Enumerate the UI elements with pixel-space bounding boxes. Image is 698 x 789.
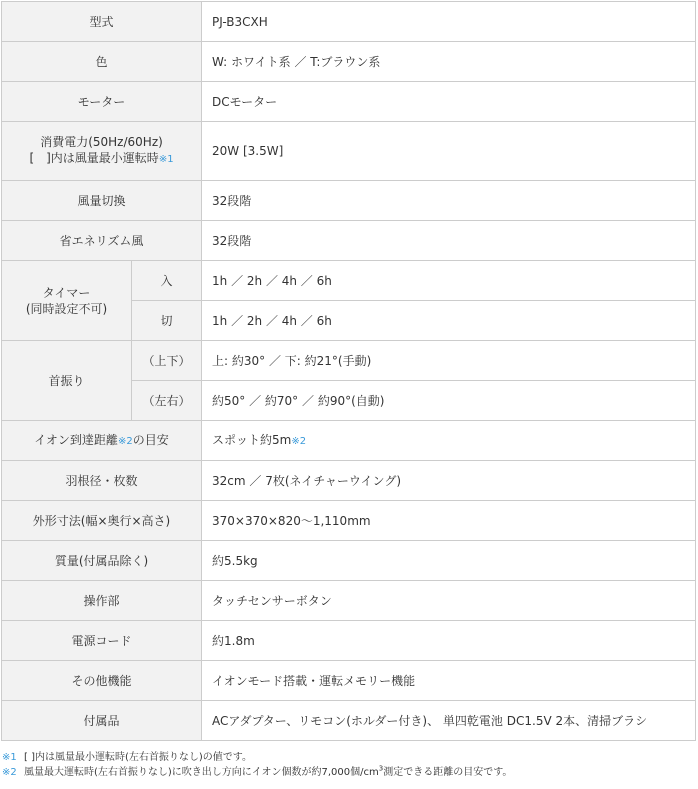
spec-sublabel-timer-on: 入 (132, 261, 202, 301)
timer-label-line2: (同時設定不可) (25, 301, 108, 316)
spec-value-power: 20W [3.5W] (202, 122, 696, 181)
spec-label-ion (2, 421, 202, 461)
spec-row-dimensions (2, 501, 696, 541)
spec-label-color: 色 (2, 42, 202, 82)
spec-label-blade: 羽根径・枚数 (2, 461, 202, 501)
spec-row-eco (2, 221, 696, 261)
spec-label-power (2, 122, 202, 181)
spec-row-airflow (2, 181, 696, 221)
spec-row-color (2, 42, 696, 82)
ion-value-text: スポット約5m (212, 432, 292, 447)
footnotes (2, 750, 696, 780)
spec-label-accessories: 付属品 (2, 701, 202, 741)
spec-label-timer (2, 261, 132, 341)
spec-label-weight: 質量(付属品除く) (2, 541, 202, 581)
spec-value-dimensions: 370×370×820～1,110mm (202, 501, 696, 541)
spec-row-motor (2, 82, 696, 122)
spec-value-weight: 約5.5kg (202, 541, 696, 581)
spec-sublabel-swing-lr: （左右） (132, 381, 202, 421)
power-footnote-ref: ※1 (158, 154, 174, 165)
spec-value-timer-on: 1h ／ 2h ／ 4h ／ 6h (202, 261, 696, 301)
footnote-1-mark: ※1 (2, 752, 17, 763)
spec-value-model: PJ-B3CXH (202, 2, 696, 42)
spec-value-cord: 約1.8m (202, 621, 696, 661)
power-label-line1: 消費電力(50Hz/60Hz) (40, 135, 163, 149)
spec-sublabel-timer-off: 切 (132, 301, 202, 341)
footnote-1-text: [ ]内は風量最小運転時(左右首振りなし)の値です。 (24, 752, 252, 763)
spec-value-color: W: ホワイト系 ／ T:ブラウン系 (202, 42, 696, 82)
spec-row-model (2, 2, 696, 42)
footnote-1 (2, 750, 696, 765)
spec-row-cord (2, 621, 696, 661)
spec-value-swing-lr: 約50° ／ 約70° ／ 約90°(自動) (202, 381, 696, 421)
spec-value-timer-off: 1h ／ 2h ／ 4h ／ 6h (202, 301, 696, 341)
spec-value-motor: DCモーター (202, 82, 696, 122)
spec-label-dimensions: 外形寸法(幅×奥行×高さ) (2, 501, 202, 541)
spec-value-accessories: ACアダプター、リモコン(ホルダー付き)、 単四乾電池 DC1.5V 2本、清掃ブラシ (202, 701, 696, 741)
spec-label-motor: モーター (2, 82, 202, 122)
spec-row-timer-on (2, 261, 696, 301)
spec-row-control (2, 581, 696, 621)
footnote-2-superscript: 3 (378, 764, 384, 773)
footnote-2 (2, 765, 696, 780)
spec-label-cord: 電源コード (2, 621, 202, 661)
spec-value-other: イオンモード搭載・運転メモリー機能 (202, 661, 696, 701)
ion-label-footnote-ref: ※2 (117, 435, 133, 447)
ion-label-pre: イオン到達距離 (34, 432, 118, 447)
spec-value-ion (202, 421, 696, 461)
timer-label-line1: タイマー (42, 285, 91, 300)
spec-label-swing: 首振り (2, 341, 132, 421)
spec-value-swing-ud: 上: 約30° ／ 下: 約21°(手動) (202, 341, 696, 381)
spec-value-blade: 32cm ／ 7枚(ネイチャーウイング) (202, 461, 696, 501)
spec-sublabel-swing-ud: （上下） (132, 341, 202, 381)
spec-value-control: タッチセンサーボタン (202, 581, 696, 621)
spec-row-power (2, 122, 696, 181)
spec-label-eco: 省エネリズム風 (2, 221, 202, 261)
spec-label-other: その他機能 (2, 661, 202, 701)
spec-row-other (2, 661, 696, 701)
spec-table (1, 1, 696, 741)
spec-value-eco: 32段階 (202, 221, 696, 261)
footnote-2-mark: ※2 (2, 767, 17, 778)
spec-row-ion (2, 421, 696, 461)
spec-row-weight (2, 541, 696, 581)
spec-label-airflow: 風量切換 (2, 181, 202, 221)
power-label-line2: [ ]内は風量最小運転時 (29, 151, 159, 165)
ion-label-post: の目安 (132, 432, 169, 447)
footnote-2-text-post: 測定できる距離の目安です。 (383, 767, 513, 778)
ion-value-footnote-ref: ※2 (291, 435, 307, 447)
spec-row-accessories (2, 701, 696, 741)
spec-label-model: 型式 (2, 2, 202, 42)
spec-value-airflow: 32段階 (202, 181, 696, 221)
footnote-2-text-pre: 風量最大運転時(左右首振りなし)に吹き出し方向にイオン個数が約7,000個/cm (24, 767, 379, 778)
spec-row-swing-ud (2, 341, 696, 381)
spec-row-blade (2, 461, 696, 501)
spec-label-control: 操作部 (2, 581, 202, 621)
